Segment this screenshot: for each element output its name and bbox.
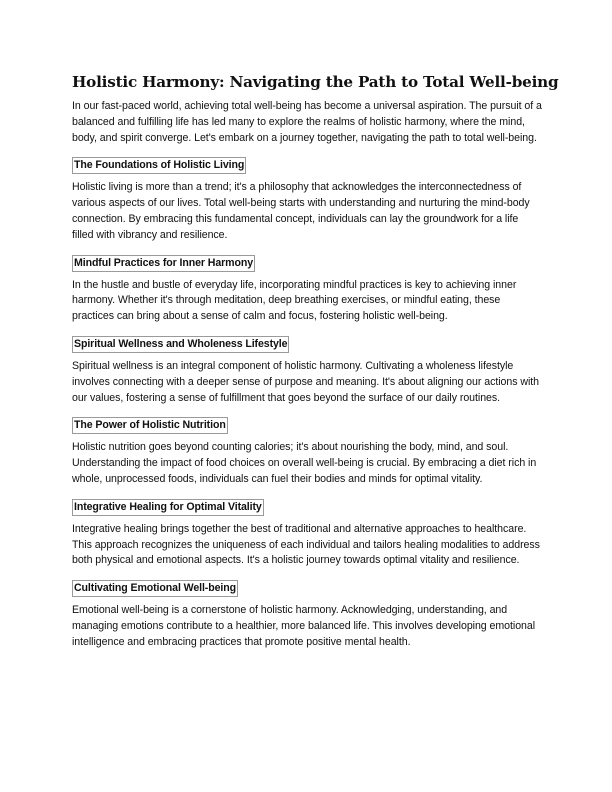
section-body-foundations: Holistic living is more than a trend; it's a philosophy that acknowledges the interconnectedness of various aspects of our lives. Total well-being starts with understanding and nurturing the mind-body connection. By embracing this fundamental concept, individuals can lay the groundwork for a life filled with vibrancy and resilience. [72,181,530,241]
section-heading-mindful-practices: Mindful Practices for Inner Harmony [72,255,255,272]
section-heading-wrap [72,415,542,432]
section-body-integrative-healing: Integrative healing brings together the best of traditional and alternative approaches to healthcare. This approach recognizes the uniqueness of each individual and tailors healing modalities to address both physical and emotional aspects. It's a holistic journey towards optimal vitality and resilience. [72,522,540,567]
section-heading-wrap [72,334,542,351]
section-body-mindful-practices: In the hustle and bustle of everyday life, incorporating mindful practices is key to achieving inner harmony. Whether it's through meditation, deep breathing exercises, or mindful eating, these practices can bring about a sense of calm and focus, fostering holistic well-being. [72,278,517,323]
section-heading-wrap [72,253,542,270]
intro-paragraph: In our fast-paced world, achieving total well-being has become a universal aspiration. The pursuit of a balanced and fulfilling life has led many to explore the realms of holistic harmony, where the mind, body, and spirit converge. Let's embark on a journey together, navigating the path to total well-being. [72,100,542,144]
section-heading-spiritual-wellness: Spiritual Wellness and Wholeness Lifestyle [72,336,289,353]
section-heading-wrap [72,497,542,514]
section-heading-integrative-healing: Integrative Healing for Optimal Vitality [72,499,264,516]
section-heading-holistic-nutrition: The Power of Holistic Nutrition [72,417,228,434]
section-body-emotional-wellbeing: Emotional well-being is a cornerstone of holistic harmony. Acknowledging, understanding, and managing emotions contribute to a healthier, more balanced life. This involves developing emotional intelligence and embracing practices that promote positive mental health. [72,604,536,648]
document-page [72,72,559,651]
document-title: Holistic Harmony: Navigating the Path to Total Well-being [72,73,559,91]
section-body-holistic-nutrition: Holistic nutrition goes beyond counting calories; it's about nourishing the body, mind, and soul. Understanding the impact of food choices on overall well-being is crucial. By embracing a diet rich in whole, unprocessed foods, individuals can fuel their bodies and minds for optimal vitality. [72,441,537,485]
section-heading-wrap [72,578,542,595]
section-body-spiritual-wellness: Spiritual wellness is an integral component of holistic harmony. Cultivating a wholeness lifestyle involves connecting with a deeper sense of purpose and meaning. It's about aligning our actions with our values, fostering a sense of fulfillment that goes beyond the surface of our daily routines. [72,359,539,404]
section-heading-foundations: The Foundations of Holistic Living [72,157,246,174]
section-heading-emotional-wellbeing: Cultivating Emotional Well-being [72,580,238,597]
section-heading-wrap [72,155,542,172]
